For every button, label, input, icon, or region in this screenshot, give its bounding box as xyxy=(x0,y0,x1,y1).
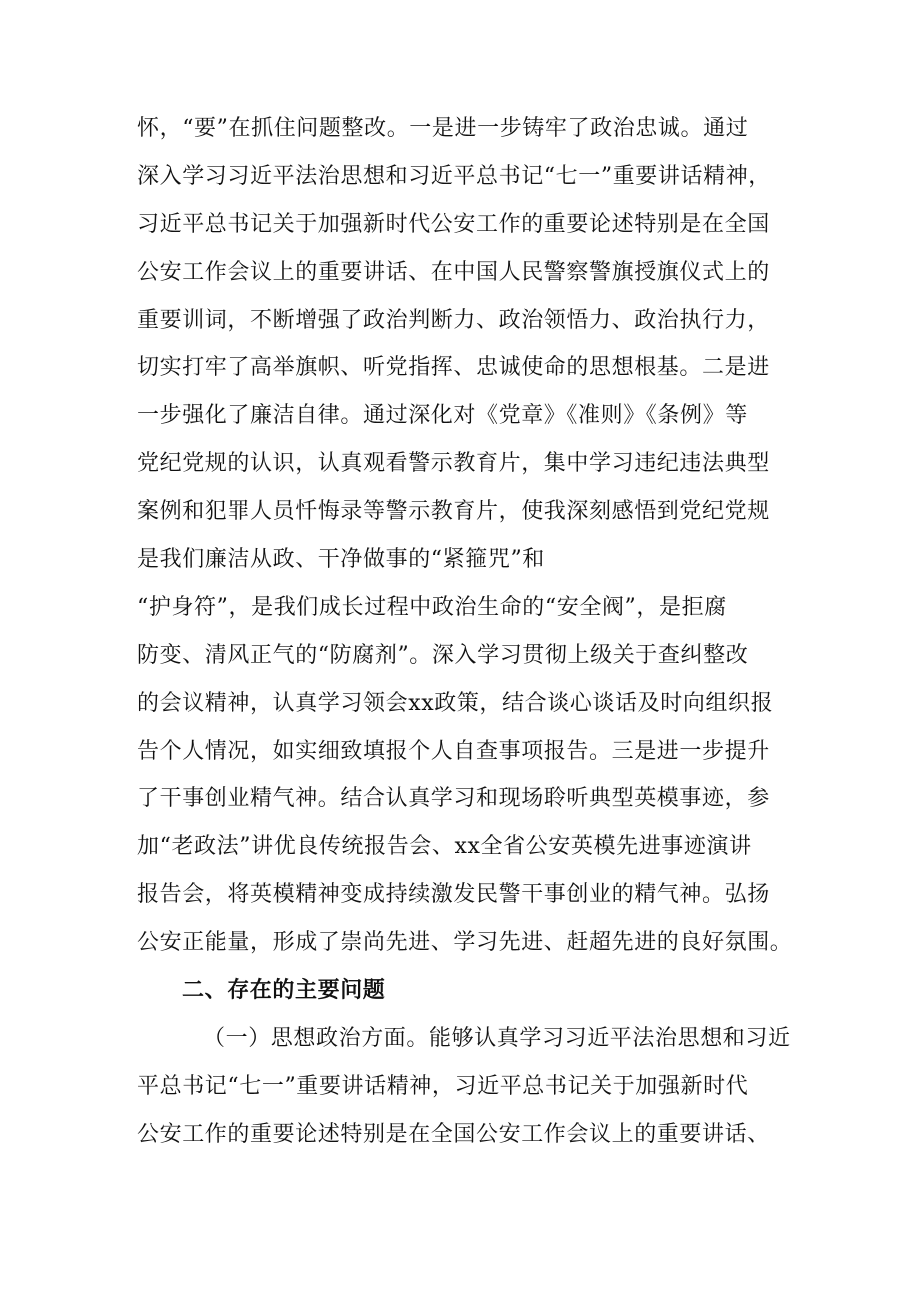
paragraph-line: 一步强化了廉洁自律。通过深化对《党章》《准则》《条例》等 xyxy=(137,403,748,429)
paragraph-line: 报告会，将英模精神变成持续激发民警干事创业的精气神。弘扬 xyxy=(137,882,770,908)
document-body xyxy=(137,105,817,1159)
paragraph-line: 了干事创业精气神。结合认真学习和现场聆听典型英模事迹，参 xyxy=(137,786,770,812)
paragraph-line: 深入学习习近平法治思想和习近平总书记“七一”重要讲话精神， xyxy=(137,163,771,189)
paragraph-line: 公安正能量，形成了崇尚先进、学习先进、赶超先进的良好氛围。 xyxy=(137,930,793,956)
paragraph-line: 是我们廉洁从政、干净做事的“紧箍咒”和 xyxy=(137,547,545,573)
paragraph-line: 怀，“要”在抓住问题整改。一是进一步铸牢了政治忠诚。通过 xyxy=(137,116,749,141)
paragraph-line: 案例和犯罪人员忏悔录等警示教育片，使我深刻感悟到党纪党规 xyxy=(137,499,770,525)
paragraph-line: 党纪党规的认识，认真观看警示教育片，集中学习违纪违法典型 xyxy=(137,451,770,477)
paragraph-line: 公安工作会议上的重要讲话、在中国人民警察警旗授旗仪式上的 xyxy=(137,259,770,285)
section-paragraph-line: 公安工作的重要论述特别是在全国公安工作会议上的重要讲话、 xyxy=(137,1121,770,1147)
paragraph-line: 告个人情况，如实细致填报个人自查事项报告。三是进一步提升 xyxy=(137,738,770,764)
section-heading: 二、存在的主要问题 xyxy=(182,977,386,1004)
paragraph-line: 重要训词，不断增强了政治判断力、政治领悟力、政治执行力， xyxy=(137,307,770,333)
section-paragraph-line: 平总书记“七一”重要讲话精神，习近平总书记关于加强新时代 xyxy=(137,1073,749,1099)
section-paragraph-line: （一）思想政治方面。能够认真学习习近平法治思想和习近 xyxy=(203,1025,791,1051)
paragraph-line: 切实打牢了高举旗帜、听党指挥、忠诚使命的思想根基。二是进 xyxy=(137,355,770,381)
paragraph-line: 的会议精神，认真学习领会xx政策，结合谈心谈话及时向组织报 xyxy=(137,690,774,716)
paragraph-line: “护身符”，是我们成长过程中政治生命的“安全阀”，是拒腐 xyxy=(137,594,727,620)
paragraph-line: 习近平总书记关于加强新时代公安工作的重要论述特别是在全国 xyxy=(137,211,770,237)
paragraph-line: 加“老政法”讲优良传统报告会、xx全省公安英模先进事迹演讲 xyxy=(137,834,752,860)
paragraph-line: 防变、清风正气的“防腐剂”。深入学习贯彻上级关于查纠整改 xyxy=(137,642,749,668)
